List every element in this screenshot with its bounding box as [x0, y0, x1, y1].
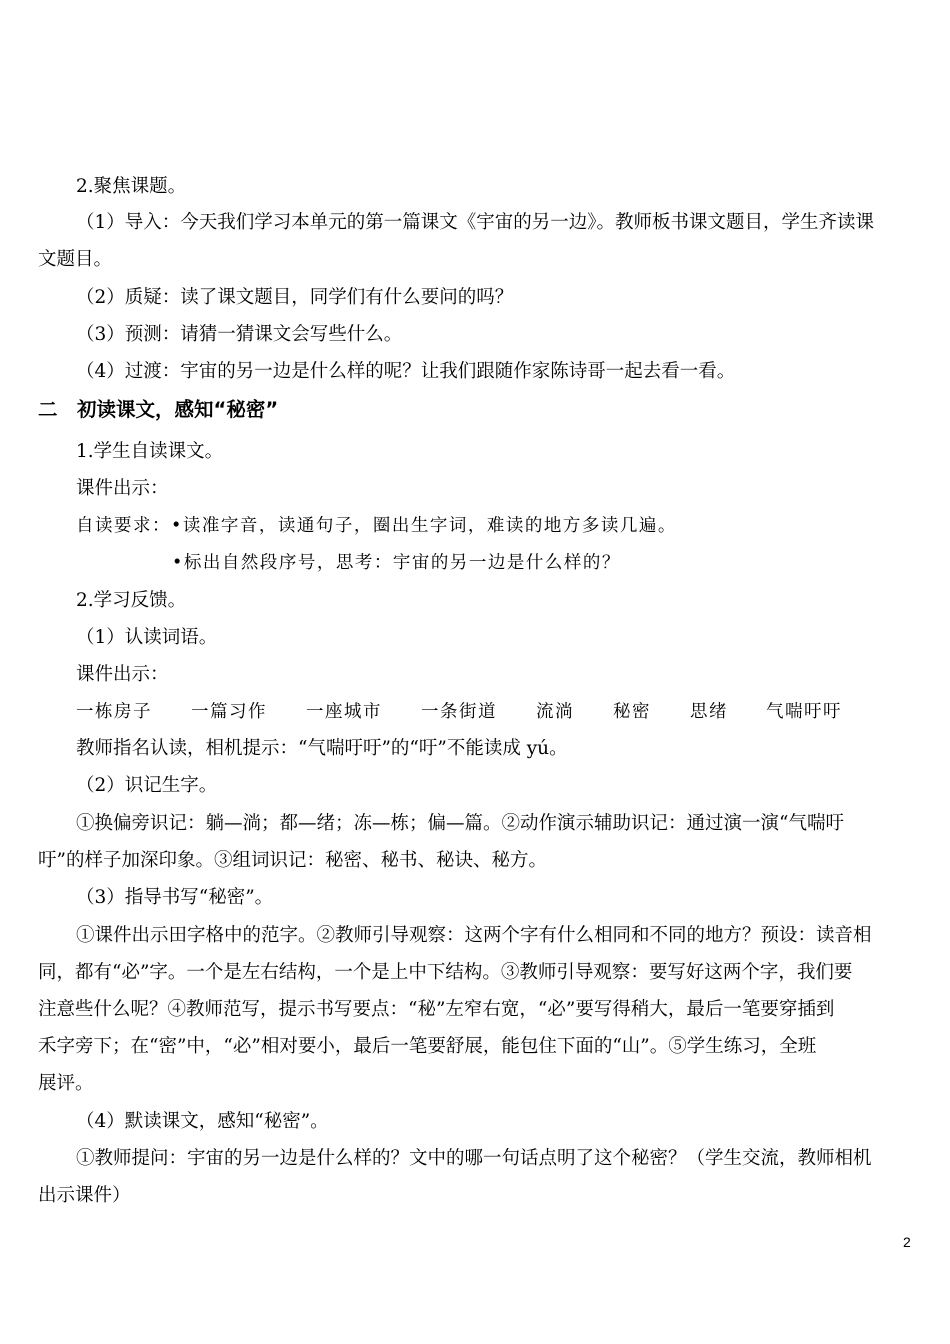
vocab-word: 一栋房子: [76, 702, 152, 722]
paragraph-line: 2.学习反馈。: [76, 590, 187, 611]
section-heading: 二 初读课文，感知“秘密”: [38, 398, 279, 421]
paragraph-line: ①换偏旁识记：躺—淌；都—绪；冻—栋；偏—篇。②动作演示辅助识记：通过演一演“气喘吁: [76, 813, 844, 834]
vocab-word: 一座城市: [306, 702, 382, 722]
paragraph-line: 出示课件）: [38, 1185, 131, 1206]
paragraph-line: 课件出示：: [76, 478, 169, 499]
paragraph-line: （4）默读课文，感知“秘密”。: [76, 1111, 329, 1132]
paragraph-line: （3）预测：请猜一猜课文会写些什么。: [76, 324, 403, 345]
courseware-requirement-line: 自读要求：•读准字音，读通句子，圈出生字词，难读的地方多读几遍。: [76, 516, 677, 536]
vocab-word: 流淌: [536, 702, 574, 722]
paragraph-line: 吁”的样子加深印象。③组词识记：秘密、秘书、秘诀、秘方。: [38, 850, 547, 871]
paragraph-line: （1）认读词语。: [76, 627, 218, 648]
page-number: 2: [903, 1234, 911, 1250]
paragraph-line: （2）质疑：读了课文题目，同学们有什么要问的吗？: [76, 287, 514, 308]
vocab-list: [0, 699, 950, 725]
vocab-word: 秘密: [613, 702, 651, 722]
paragraph-line: 课件出示：: [76, 664, 169, 685]
paragraph-line: （4）过渡：宇宙的另一边是什么样的呢？让我们跟随作家陈诗哥一起去看一看。: [76, 361, 736, 382]
paragraph-line: （3）指导书写“秘密”。: [76, 887, 274, 908]
paragraph-line: ①课件出示田字格中的范字。②教师引导观察：这两个字有什么相同和不同的地方？预设：读音相: [76, 925, 872, 946]
paragraph-line: 文题目。: [38, 249, 113, 270]
paragraph-line: （1）导入：今天我们学习本单元的第一篇课文《宇宙的另一边》。教师板书课文题目，学生齐读课: [76, 212, 875, 233]
courseware-requirement-line: •标出自然段序号，思考：宇宙的另一边是什么样的？: [172, 553, 621, 573]
paragraph-line: 同，都有“必”字。一个是左右结构，一个是上中下结构。③教师引导观察：要写好这两个字，我们要: [38, 962, 853, 983]
vocab-word: 思绪: [690, 702, 728, 722]
vocab-word: 一条街道: [421, 702, 497, 722]
paragraph-line: 注意些什么呢？④教师范写，提示书写要点：“秘”左窄右宽，“必”要写得稍大，最后一笔要穿插到: [38, 999, 835, 1020]
paragraph-line: 展评。: [38, 1073, 94, 1094]
vocab-word: 一篇习作: [191, 702, 267, 722]
paragraph-line: 教师指名认读，相机提示：“气喘吁吁”的“吁”不能读成 yú。: [76, 738, 568, 759]
paragraph-line: （2）识记生字。: [76, 775, 218, 796]
paragraph-line: 禾字旁下；在“密”中，“必”相对要小，最后一笔要舒展，能包住下面的“山”。⑤学生练习，全班: [38, 1036, 817, 1057]
paragraph-line: ①教师提问：宇宙的另一边是什么样的？文中的哪一句话点明了这个秘密？（学生交流，教师相机: [76, 1148, 872, 1169]
vocab-word: 气喘吁吁: [766, 702, 842, 722]
paragraph-line: 1.学生自读课文。: [76, 441, 224, 462]
paragraph-line: 2.聚焦课题。: [76, 176, 187, 197]
